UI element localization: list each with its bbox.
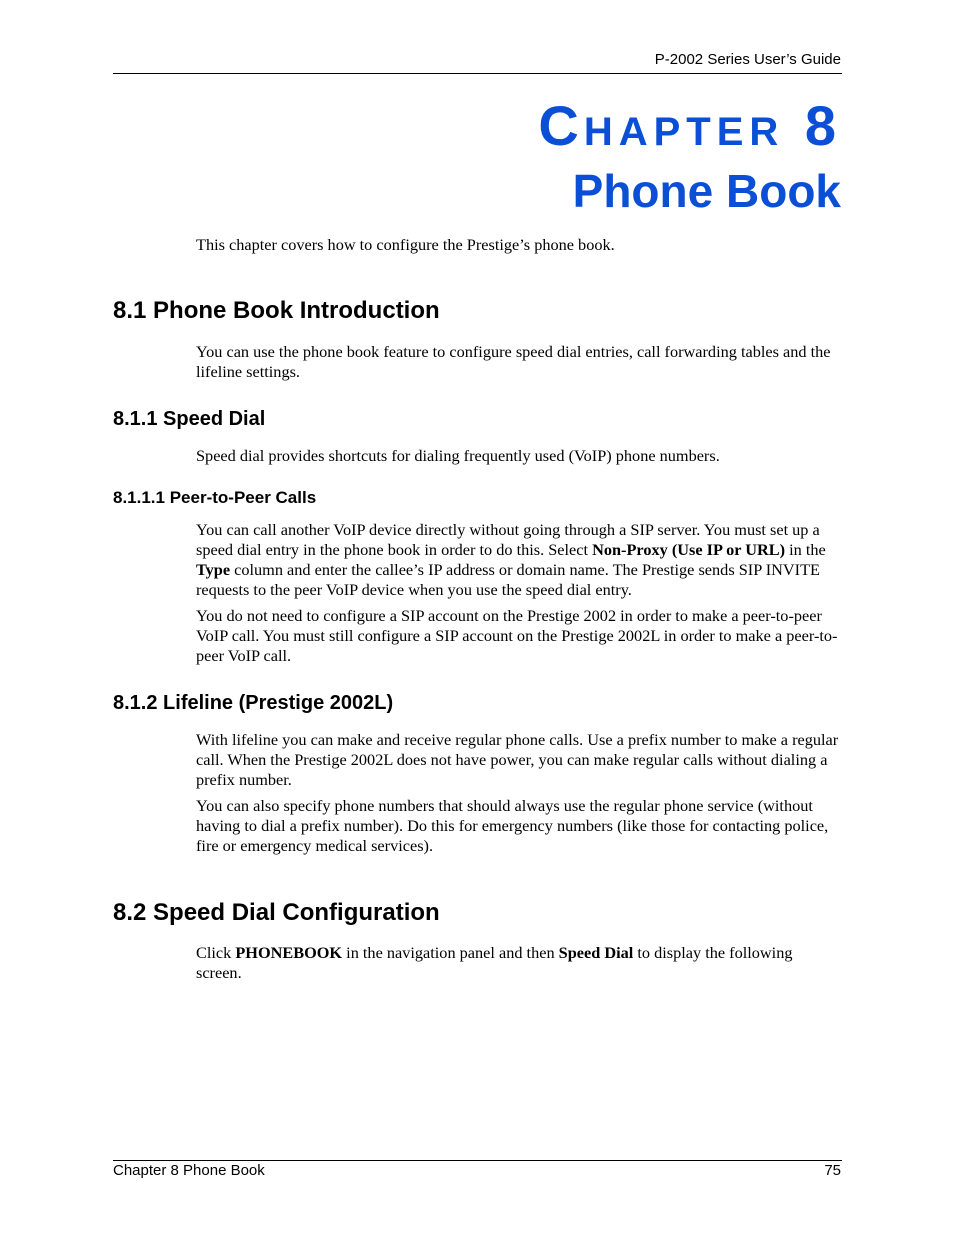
text-run: to display the following screen.	[196, 943, 793, 982]
chapter-title: Phone Book	[572, 165, 841, 217]
running-header: P-2002 Series User’s Guide	[654, 51, 841, 68]
chapter-label-initial: C	[538, 94, 584, 157]
ui-term-non-proxy: Non-Proxy (Use IP or URL)	[592, 540, 786, 559]
header-rule	[113, 73, 842, 74]
section-heading-8-1-2: 8.1.2 Lifeline (Prestige 2002L)	[113, 692, 394, 714]
peer-to-peer-paragraph-1	[196, 520, 842, 600]
section-heading-8-1-1-1: 8.1.1.1 Peer-to-Peer Calls	[113, 488, 317, 507]
speed-dial-config-paragraph	[196, 943, 842, 983]
ui-term-speed-dial: Speed Dial	[558, 943, 634, 962]
text-run: in the navigation panel and then	[342, 943, 559, 962]
section-heading-8-2: 8.2 Speed Dial Configuration	[113, 899, 440, 926]
footer-rule	[113, 1160, 842, 1161]
peer-to-peer-paragraph-2: You do not need to configure a SIP account on the Prestige 2002 in order to make a peer-to-peer VoIP call. You must still configure a SIP account on the Prestige 2002L in order to make a peer-to-peer VoIP call.	[196, 606, 838, 665]
text-run: Click	[196, 943, 236, 962]
text-run: column and enter the callee’s IP address or domain name. The Prestige sends SIP INVITE requests to the peer VoIP device when you use the speed dial entry.	[196, 560, 820, 599]
chapter-intro: This chapter covers how to configure the Prestige’s phone book.	[196, 235, 615, 254]
section-8-1-text: You can use the phone book feature to configure speed dial entries, call forwarding tables and the lifeline settings.	[196, 342, 831, 381]
section-heading-8-1-1: 8.1.1 Speed Dial	[113, 408, 266, 430]
lifeline-paragraph-1: With lifeline you can make and receive regular phone calls. Use a prefix number to make a regular call. When the Prestige 2002L does not have power, you can make regular calls without dialing a prefix number.	[196, 730, 839, 789]
chapter-number: 8	[804, 94, 841, 157]
page-number: 75	[824, 1162, 841, 1179]
section-8-1-1-text: Speed dial provides shortcuts for dialing frequently used (VoIP) phone numbers.	[196, 446, 720, 465]
chapter-label-rest: HAPTER	[583, 110, 785, 154]
section-heading-8-1: 8.1 Phone Book Introduction	[113, 297, 440, 324]
text-run: You can call another VoIP device directly without going through a SIP server. You must set up a speed dial entry in the phone book in order to do this. Select	[196, 520, 820, 559]
ui-term-phonebook: PHONEBOOK	[235, 943, 343, 962]
text-run: in the	[785, 540, 826, 559]
footer-chapter: Chapter 8 Phone Book	[113, 1162, 265, 1179]
chapter-label	[538, 94, 841, 157]
lifeline-paragraph-2: You can also specify phone numbers that should always use the regular phone service (without having to dial a prefix number). Do this for emergency numbers (like those for contacting police, fire or emergency medical services).	[196, 796, 829, 855]
ui-term-type: Type	[196, 560, 231, 579]
